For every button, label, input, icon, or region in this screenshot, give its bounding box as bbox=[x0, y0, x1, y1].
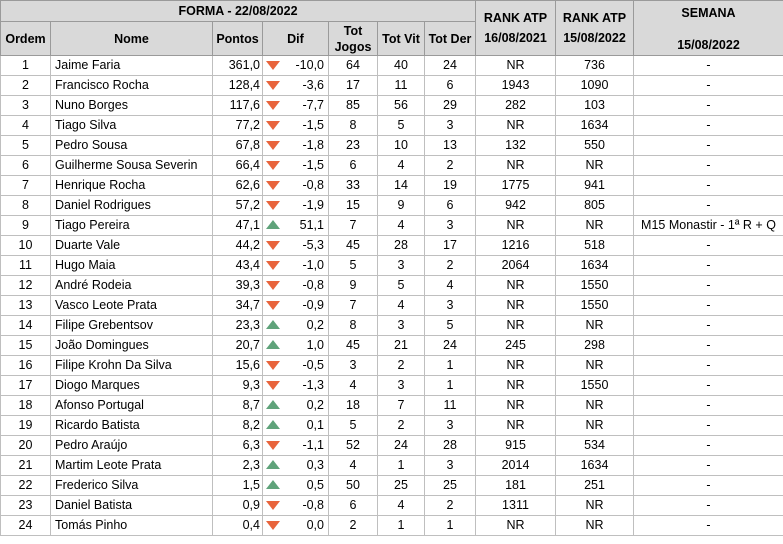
rank-2022-cell: NR bbox=[556, 396, 634, 416]
tot-jogos-cell: 85 bbox=[329, 96, 378, 116]
table-row bbox=[1, 336, 783, 356]
pontos-cell: 66,4 bbox=[213, 156, 263, 176]
ordem-cell: 8 bbox=[1, 196, 51, 216]
table-row bbox=[1, 176, 783, 196]
table-row bbox=[1, 376, 783, 396]
tot-vit-cell: 4 bbox=[378, 496, 425, 516]
nome-cell: Pedro Sousa bbox=[51, 136, 213, 156]
ordem-header: Ordem bbox=[1, 22, 51, 56]
triangle-down-icon bbox=[266, 361, 280, 370]
tot-jogos-cell: 5 bbox=[329, 416, 378, 436]
ordem-cell: 22 bbox=[1, 476, 51, 496]
tot-jogos-cell: 52 bbox=[329, 436, 378, 456]
tot-der-cell: 24 bbox=[425, 56, 476, 76]
forma-title: FORMA - 22/08/2022 bbox=[1, 1, 476, 22]
tot-vit-cell: 24 bbox=[378, 436, 425, 456]
nome-cell: Vasco Leote Prata bbox=[51, 296, 213, 316]
pontos-cell: 43,4 bbox=[213, 256, 263, 276]
triangle-down-icon bbox=[266, 521, 280, 530]
pontos-cell: 361,0 bbox=[213, 56, 263, 76]
pontos-cell: 77,2 bbox=[213, 116, 263, 136]
nome-cell: Afonso Portugal bbox=[51, 396, 213, 416]
tot-vit-cell: 4 bbox=[378, 296, 425, 316]
tot-vit-cell: 21 bbox=[378, 336, 425, 356]
ordem-cell: 11 bbox=[1, 256, 51, 276]
rank-2021-cell: 2014 bbox=[476, 456, 556, 476]
semana-cell: - bbox=[634, 276, 783, 296]
nome-cell: Tiago Silva bbox=[51, 116, 213, 136]
nome-cell: André Rodeia bbox=[51, 276, 213, 296]
pontos-cell: 117,6 bbox=[213, 96, 263, 116]
semana-cell: - bbox=[634, 196, 783, 216]
semana-cell: - bbox=[634, 76, 783, 96]
triangle-down-icon bbox=[266, 61, 280, 70]
tot-vit-cell: 1 bbox=[378, 516, 425, 536]
dif-cell: 0,0 bbox=[263, 516, 329, 536]
tot-der-cell: 3 bbox=[425, 296, 476, 316]
tot-jogos-cell: 8 bbox=[329, 316, 378, 336]
rank-2021-cell: NR bbox=[476, 216, 556, 236]
pontos-cell: 128,4 bbox=[213, 76, 263, 96]
semana-header: SEMANA 15/08/2022 bbox=[634, 1, 783, 56]
table-row bbox=[1, 116, 783, 136]
tot-vit-cell: 3 bbox=[378, 316, 425, 336]
semana-cell: - bbox=[634, 416, 783, 436]
ordem-cell: 23 bbox=[1, 496, 51, 516]
tot-vit-cell: 25 bbox=[378, 476, 425, 496]
dif-cell: -5,3 bbox=[263, 236, 329, 256]
triangle-down-icon bbox=[266, 201, 280, 210]
rank-2021-cell: NR bbox=[476, 116, 556, 136]
pontos-cell: 62,6 bbox=[213, 176, 263, 196]
dif-cell: -0,8 bbox=[263, 276, 329, 296]
triangle-up-icon bbox=[266, 340, 280, 349]
ordem-cell: 3 bbox=[1, 96, 51, 116]
ordem-cell: 21 bbox=[1, 456, 51, 476]
table-row bbox=[1, 516, 783, 536]
pontos-cell: 15,6 bbox=[213, 356, 263, 376]
semana-cell: - bbox=[634, 436, 783, 456]
semana-cell: - bbox=[634, 176, 783, 196]
triangle-up-icon bbox=[266, 480, 280, 489]
tot-jogos-cell: 18 bbox=[329, 396, 378, 416]
rank-2022-cell: 518 bbox=[556, 236, 634, 256]
nome-cell: Diogo Marques bbox=[51, 376, 213, 396]
ordem-cell: 12 bbox=[1, 276, 51, 296]
nome-cell: Filipe Krohn Da Silva bbox=[51, 356, 213, 376]
tot-der-cell: 25 bbox=[425, 476, 476, 496]
ordem-cell: 15 bbox=[1, 336, 51, 356]
table-row bbox=[1, 156, 783, 176]
ordem-cell: 18 bbox=[1, 396, 51, 416]
rank-2022-cell: 1634 bbox=[556, 456, 634, 476]
ordem-cell: 4 bbox=[1, 116, 51, 136]
tot-vit-cell: 3 bbox=[378, 256, 425, 276]
nome-cell: Daniel Rodrigues bbox=[51, 196, 213, 216]
tot-der-cell: 1 bbox=[425, 356, 476, 376]
dif-cell: -1,5 bbox=[263, 156, 329, 176]
rank-2021-cell: NR bbox=[476, 316, 556, 336]
triangle-down-icon bbox=[266, 441, 280, 450]
tot-jogos-cell: 23 bbox=[329, 136, 378, 156]
rank-2021-cell: 915 bbox=[476, 436, 556, 456]
tot-der-cell: 4 bbox=[425, 276, 476, 296]
tot-der-cell: 29 bbox=[425, 96, 476, 116]
nome-cell: Filipe Grebentsov bbox=[51, 316, 213, 336]
tot-jogos-cell: 17 bbox=[329, 76, 378, 96]
tot-jogos-cell: 8 bbox=[329, 116, 378, 136]
semana-cell: - bbox=[634, 376, 783, 396]
tot-jogos-cell: 45 bbox=[329, 236, 378, 256]
tot-vit-cell: 9 bbox=[378, 196, 425, 216]
pontos-cell: 39,3 bbox=[213, 276, 263, 296]
tot-vit-cell: 56 bbox=[378, 96, 425, 116]
rank-2021-cell: NR bbox=[476, 296, 556, 316]
rank-2022-cell: 298 bbox=[556, 336, 634, 356]
tot-der-cell: 5 bbox=[425, 316, 476, 336]
ordem-cell: 19 bbox=[1, 416, 51, 436]
tot-der-cell: 2 bbox=[425, 256, 476, 276]
ordem-cell: 1 bbox=[1, 56, 51, 76]
pontos-cell: 9,3 bbox=[213, 376, 263, 396]
dif-cell: 0,3 bbox=[263, 456, 329, 476]
tot-vit-cell: 5 bbox=[378, 116, 425, 136]
rank-2021-header: RANK ATP 16/08/2021 bbox=[476, 1, 556, 56]
table-row bbox=[1, 356, 783, 376]
semana-cell: - bbox=[634, 396, 783, 416]
tot-der-cell: 13 bbox=[425, 136, 476, 156]
dif-cell: -1,8 bbox=[263, 136, 329, 156]
rank-2021-cell: 1775 bbox=[476, 176, 556, 196]
dif-cell: 0,5 bbox=[263, 476, 329, 496]
triangle-up-icon bbox=[266, 460, 280, 469]
rank-2022-cell: 1550 bbox=[556, 376, 634, 396]
dif-cell: -7,7 bbox=[263, 96, 329, 116]
nome-cell: Tiago Pereira bbox=[51, 216, 213, 236]
nome-cell: Frederico Silva bbox=[51, 476, 213, 496]
dif-cell: 51,1 bbox=[263, 216, 329, 236]
rank-2021-cell: 1216 bbox=[476, 236, 556, 256]
dif-cell: 1,0 bbox=[263, 336, 329, 356]
rank-2022-cell: 550 bbox=[556, 136, 634, 156]
table-row bbox=[1, 456, 783, 476]
nome-cell: Hugo Maia bbox=[51, 256, 213, 276]
table-row bbox=[1, 396, 783, 416]
rank-2021-cell: 942 bbox=[476, 196, 556, 216]
nome-cell: Ricardo Batista bbox=[51, 416, 213, 436]
rank-2022-cell: NR bbox=[556, 496, 634, 516]
rank-2021-cell: 245 bbox=[476, 336, 556, 356]
semana-cell: - bbox=[634, 156, 783, 176]
tot-vit-cell: 5 bbox=[378, 276, 425, 296]
table-row bbox=[1, 416, 783, 436]
rank-2021-cell: NR bbox=[476, 516, 556, 536]
tot-vit-header: Tot Vit bbox=[378, 22, 425, 56]
tot-der-cell: 6 bbox=[425, 196, 476, 216]
semana-cell: - bbox=[634, 336, 783, 356]
rank-2021-cell: 2064 bbox=[476, 256, 556, 276]
dif-cell: -1,0 bbox=[263, 256, 329, 276]
rank-2022-header: RANK ATP 15/08/2022 bbox=[556, 1, 634, 56]
rank-2022-cell: 805 bbox=[556, 196, 634, 216]
tot-der-cell: 19 bbox=[425, 176, 476, 196]
ordem-cell: 17 bbox=[1, 376, 51, 396]
triangle-down-icon bbox=[266, 81, 280, 90]
semana-cell: - bbox=[634, 56, 783, 76]
tot-der-cell: 2 bbox=[425, 156, 476, 176]
nome-cell: Tomás Pinho bbox=[51, 516, 213, 536]
tot-jogos-cell: 64 bbox=[329, 56, 378, 76]
semana-cell: - bbox=[634, 236, 783, 256]
nome-cell: Nuno Borges bbox=[51, 96, 213, 116]
semana-cell: - bbox=[634, 516, 783, 536]
rank-2021-cell: NR bbox=[476, 356, 556, 376]
tot-jogos-cell: 7 bbox=[329, 216, 378, 236]
triangle-down-icon bbox=[266, 141, 280, 150]
tot-der-cell: 24 bbox=[425, 336, 476, 356]
pontos-cell: 1,5 bbox=[213, 476, 263, 496]
tot-vit-cell: 2 bbox=[378, 356, 425, 376]
triangle-up-icon bbox=[266, 220, 280, 229]
tot-der-cell: 2 bbox=[425, 496, 476, 516]
semana-cell: - bbox=[634, 256, 783, 276]
triangle-down-icon bbox=[266, 281, 280, 290]
tot-jogos-cell: 6 bbox=[329, 496, 378, 516]
table-row bbox=[1, 76, 783, 96]
ordem-cell: 9 bbox=[1, 216, 51, 236]
tot-der-cell: 3 bbox=[425, 116, 476, 136]
tot-jogos-cell: 7 bbox=[329, 296, 378, 316]
dif-cell: -3,6 bbox=[263, 76, 329, 96]
rank-2021-cell: 282 bbox=[476, 96, 556, 116]
pontos-cell: 6,3 bbox=[213, 436, 263, 456]
dif-cell: -1,5 bbox=[263, 116, 329, 136]
ordem-cell: 16 bbox=[1, 356, 51, 376]
ordem-cell: 24 bbox=[1, 516, 51, 536]
table-row bbox=[1, 296, 783, 316]
dif-cell: 0,1 bbox=[263, 416, 329, 436]
tot-jogos-cell: 2 bbox=[329, 516, 378, 536]
table-row bbox=[1, 496, 783, 516]
tot-der-cell: 3 bbox=[425, 456, 476, 476]
triangle-up-icon bbox=[266, 420, 280, 429]
semana-cell: M15 Monastir - 1ª R + Q bbox=[634, 216, 783, 236]
triangle-down-icon bbox=[266, 301, 280, 310]
tot-der-cell: 28 bbox=[425, 436, 476, 456]
tot-vit-cell: 40 bbox=[378, 56, 425, 76]
nome-cell: Guilherme Sousa Severin bbox=[51, 156, 213, 176]
tot-vit-cell: 4 bbox=[378, 156, 425, 176]
tot-jogos-cell: 3 bbox=[329, 356, 378, 376]
tot-jogos-cell: 45 bbox=[329, 336, 378, 356]
semana-cell: - bbox=[634, 116, 783, 136]
rank-2022-cell: 534 bbox=[556, 436, 634, 456]
nome-cell: Duarte Vale bbox=[51, 236, 213, 256]
pontos-cell: 0,4 bbox=[213, 516, 263, 536]
tot-vit-cell: 11 bbox=[378, 76, 425, 96]
rank-2021-cell: 1311 bbox=[476, 496, 556, 516]
tot-vit-cell: 2 bbox=[378, 416, 425, 436]
table-row bbox=[1, 276, 783, 296]
rank-2022-cell: 941 bbox=[556, 176, 634, 196]
table-row bbox=[1, 56, 783, 76]
tot-der-cell: 1 bbox=[425, 376, 476, 396]
tot-jogos-cell: 33 bbox=[329, 176, 378, 196]
rank-2022-cell: 736 bbox=[556, 56, 634, 76]
pontos-cell: 2,3 bbox=[213, 456, 263, 476]
rank-2022-cell: NR bbox=[556, 516, 634, 536]
rank-2022-cell: 1550 bbox=[556, 296, 634, 316]
rank-2021-cell: 181 bbox=[476, 476, 556, 496]
table-row bbox=[1, 476, 783, 496]
tot-der-cell: 11 bbox=[425, 396, 476, 416]
rank-2021-cell: NR bbox=[476, 156, 556, 176]
triangle-up-icon bbox=[266, 320, 280, 329]
dif-cell: -1,9 bbox=[263, 196, 329, 216]
nome-cell: Jaime Faria bbox=[51, 56, 213, 76]
ordem-cell: 14 bbox=[1, 316, 51, 336]
table-row bbox=[1, 256, 783, 276]
pontos-cell: 23,3 bbox=[213, 316, 263, 336]
pontos-cell: 8,7 bbox=[213, 396, 263, 416]
tot-der-cell: 17 bbox=[425, 236, 476, 256]
semana-cell: - bbox=[634, 456, 783, 476]
pontos-cell: 67,8 bbox=[213, 136, 263, 156]
triangle-down-icon bbox=[266, 181, 280, 190]
tot-vit-cell: 3 bbox=[378, 376, 425, 396]
nome-cell: Martim Leote Prata bbox=[51, 456, 213, 476]
table-row bbox=[1, 96, 783, 116]
semana-cell: - bbox=[634, 296, 783, 316]
rank-2021-cell: NR bbox=[476, 376, 556, 396]
semana-cell: - bbox=[634, 136, 783, 156]
tot-jogos-cell: 4 bbox=[329, 456, 378, 476]
ordem-cell: 7 bbox=[1, 176, 51, 196]
tot-der-cell: 3 bbox=[425, 216, 476, 236]
dif-header: Dif bbox=[263, 22, 329, 56]
tot-vit-cell: 28 bbox=[378, 236, 425, 256]
dif-cell: -1,1 bbox=[263, 436, 329, 456]
pontos-cell: 0,9 bbox=[213, 496, 263, 516]
ordem-cell: 5 bbox=[1, 136, 51, 156]
pontos-cell: 20,7 bbox=[213, 336, 263, 356]
triangle-down-icon bbox=[266, 161, 280, 170]
nome-cell: Daniel Batista bbox=[51, 496, 213, 516]
tot-der-cell: 1 bbox=[425, 516, 476, 536]
triangle-down-icon bbox=[266, 241, 280, 250]
ordem-cell: 10 bbox=[1, 236, 51, 256]
semana-cell: - bbox=[634, 96, 783, 116]
rank-2022-cell: NR bbox=[556, 216, 634, 236]
rank-2022-cell: 251 bbox=[556, 476, 634, 496]
ordem-cell: 6 bbox=[1, 156, 51, 176]
tot-jogos-cell: 9 bbox=[329, 276, 378, 296]
pontos-cell: 57,2 bbox=[213, 196, 263, 216]
rank-2021-cell: 1943 bbox=[476, 76, 556, 96]
rank-2022-cell: NR bbox=[556, 156, 634, 176]
pontos-cell: 44,2 bbox=[213, 236, 263, 256]
tot-jogos-cell: 50 bbox=[329, 476, 378, 496]
triangle-down-icon bbox=[266, 101, 280, 110]
semana-cell: - bbox=[634, 316, 783, 336]
rank-2022-cell: 103 bbox=[556, 96, 634, 116]
triangle-down-icon bbox=[266, 261, 280, 270]
table-row bbox=[1, 136, 783, 156]
tot-vit-cell: 1 bbox=[378, 456, 425, 476]
table-row bbox=[1, 436, 783, 456]
dif-cell: -0,8 bbox=[263, 176, 329, 196]
nome-header: Nome bbox=[51, 22, 213, 56]
table-row bbox=[1, 316, 783, 336]
rank-2022-cell: 1550 bbox=[556, 276, 634, 296]
dif-cell: -1,3 bbox=[263, 376, 329, 396]
tot-vit-cell: 4 bbox=[378, 216, 425, 236]
pontos-cell: 47,1 bbox=[213, 216, 263, 236]
table-row bbox=[1, 196, 783, 216]
tot-vit-cell: 14 bbox=[378, 176, 425, 196]
dif-cell: 0,2 bbox=[263, 396, 329, 416]
pontos-cell: 8,2 bbox=[213, 416, 263, 436]
rank-2022-cell: 1090 bbox=[556, 76, 634, 96]
nome-cell: Pedro Araújo bbox=[51, 436, 213, 456]
triangle-down-icon bbox=[266, 381, 280, 390]
semana-cell: - bbox=[634, 476, 783, 496]
ordem-cell: 13 bbox=[1, 296, 51, 316]
tot-jogos-cell: 15 bbox=[329, 196, 378, 216]
tot-jogos-cell: 6 bbox=[329, 156, 378, 176]
ordem-cell: 20 bbox=[1, 436, 51, 456]
rank-2021-cell: NR bbox=[476, 416, 556, 436]
nome-cell: João Domingues bbox=[51, 336, 213, 356]
pontos-header: Pontos bbox=[213, 22, 263, 56]
pontos-cell: 34,7 bbox=[213, 296, 263, 316]
tot-der-cell: 6 bbox=[425, 76, 476, 96]
semana-cell: - bbox=[634, 496, 783, 516]
tot-der-cell: 3 bbox=[425, 416, 476, 436]
semana-cell: - bbox=[634, 356, 783, 376]
table-row bbox=[1, 216, 783, 236]
rank-2022-cell: NR bbox=[556, 356, 634, 376]
ordem-cell: 2 bbox=[1, 76, 51, 96]
tot-der-header: Tot Der bbox=[425, 22, 476, 56]
dif-cell: -0,5 bbox=[263, 356, 329, 376]
tot-vit-cell: 7 bbox=[378, 396, 425, 416]
nome-cell: Francisco Rocha bbox=[51, 76, 213, 96]
dif-cell: -0,8 bbox=[263, 496, 329, 516]
rank-2022-cell: 1634 bbox=[556, 256, 634, 276]
triangle-down-icon bbox=[266, 501, 280, 510]
rank-2021-cell: NR bbox=[476, 56, 556, 76]
rank-2022-cell: 1634 bbox=[556, 116, 634, 136]
dif-cell: 0,2 bbox=[263, 316, 329, 336]
rank-2021-cell: NR bbox=[476, 276, 556, 296]
tot-vit-cell: 10 bbox=[378, 136, 425, 156]
triangle-up-icon bbox=[266, 400, 280, 409]
tot-jogos-cell: 5 bbox=[329, 256, 378, 276]
dif-cell: -0,9 bbox=[263, 296, 329, 316]
rank-2022-cell: NR bbox=[556, 316, 634, 336]
table-row bbox=[1, 236, 783, 256]
dif-cell: -10,0 bbox=[263, 56, 329, 76]
rank-2021-cell: 132 bbox=[476, 136, 556, 156]
rank-2021-cell: NR bbox=[476, 396, 556, 416]
rank-2022-cell: NR bbox=[556, 416, 634, 436]
triangle-down-icon bbox=[266, 121, 280, 130]
nome-cell: Henrique Rocha bbox=[51, 176, 213, 196]
tot-jogos-cell: 4 bbox=[329, 376, 378, 396]
tot-jogos-header: Tot Jogos bbox=[329, 22, 378, 56]
